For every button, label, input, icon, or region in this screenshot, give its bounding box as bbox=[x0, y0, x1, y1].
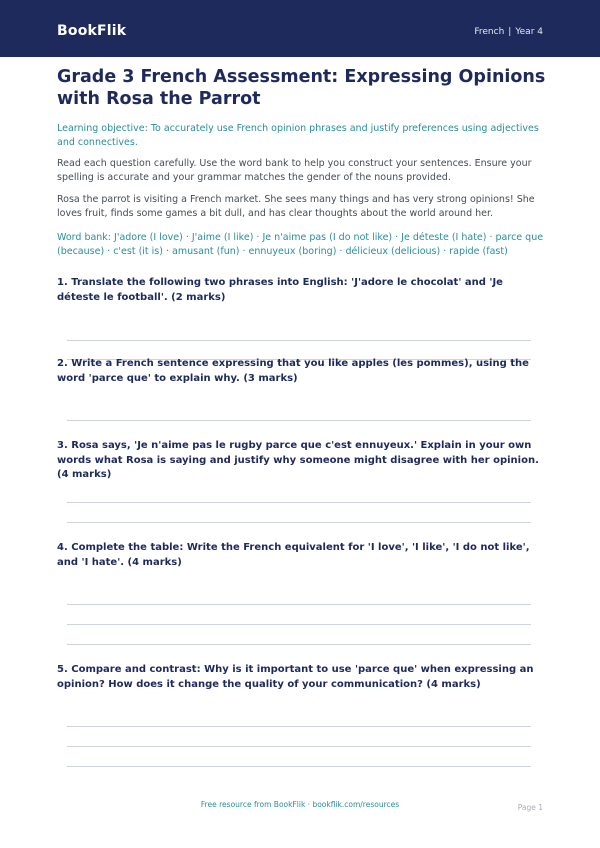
answer-line[interactable] bbox=[67, 766, 531, 767]
header-meta bbox=[474, 27, 543, 37]
answer-line[interactable] bbox=[67, 420, 531, 421]
answer-line[interactable] bbox=[67, 604, 531, 605]
page-header bbox=[0, 0, 600, 57]
question-3: 3. Rosa says, 'Je n'aime pas le rugby parce que c'est ennuyeux.' Explain in your own words what Rosa is saying and justify why someone might disagree with her opinion. (4 marks) bbox=[57, 440, 539, 480]
brand-logo: BookFlik bbox=[57, 23, 127, 39]
word-bank: Word bank: J'adore (I love) · J'aime (I like) · Je n'aime pas (I do not like) · Je déteste (I hate) · parce que (because) · c'est (it is) · amusant (fun) · ennuyeux (boring) · délicieux (delicious) · rapide (fast) bbox=[57, 232, 544, 257]
answer-line[interactable] bbox=[67, 746, 531, 747]
scenario-text: Rosa the parrot is visiting a French market. She sees many things and has very strong opinions! She loves fruit, finds some games a bit dull, and has clear thoughts about the world around her. bbox=[57, 194, 535, 219]
question-2: 2. Write a French sentence expressing that you like apples (les pommes), using the word 'parce que' to explain why. (3 marks) bbox=[57, 358, 529, 384]
answer-line[interactable] bbox=[67, 502, 531, 503]
answer-line[interactable] bbox=[67, 726, 531, 727]
subject-label: French bbox=[474, 27, 505, 37]
page-number: Page 1 bbox=[517, 803, 543, 812]
instructions: Read each question carefully. Use the word bank to help you construct your sentences. Ensure your spelling is accurate and your grammar matches the gender of the nouns provided. bbox=[57, 158, 532, 183]
answer-line[interactable] bbox=[67, 624, 531, 625]
question-4: 4. Complete the table: Write the French equivalent for 'I love', 'I like', 'I do not like', and 'I hate'. (4 marks) bbox=[57, 542, 530, 568]
question-1: 1. Translate the following two phrases into English: 'J'adore le chocolat' and 'Je déteste le football'. (2 marks) bbox=[57, 277, 503, 303]
answer-line[interactable] bbox=[67, 340, 531, 341]
meta-separator: | bbox=[508, 27, 512, 37]
learning-objective: Learning objective: To accurately use French opinion phrases and justify preferences using adjectives and connectives. bbox=[57, 123, 539, 148]
year-label: Year 4 bbox=[515, 27, 543, 37]
page-title: Grade 3 French Assessment: Expressing Opinions with Rosa the Parrot bbox=[57, 67, 546, 109]
answer-line[interactable] bbox=[67, 644, 531, 645]
question-5: 5. Compare and contrast: Why is it important to use 'parce que' when expressing an opinion? How does it change the quality of your communication? (4 marks) bbox=[57, 664, 534, 690]
answer-line[interactable] bbox=[67, 522, 531, 523]
footer-source: Free resource from BookFlik · bookflik.com/resources bbox=[200, 800, 400, 809]
